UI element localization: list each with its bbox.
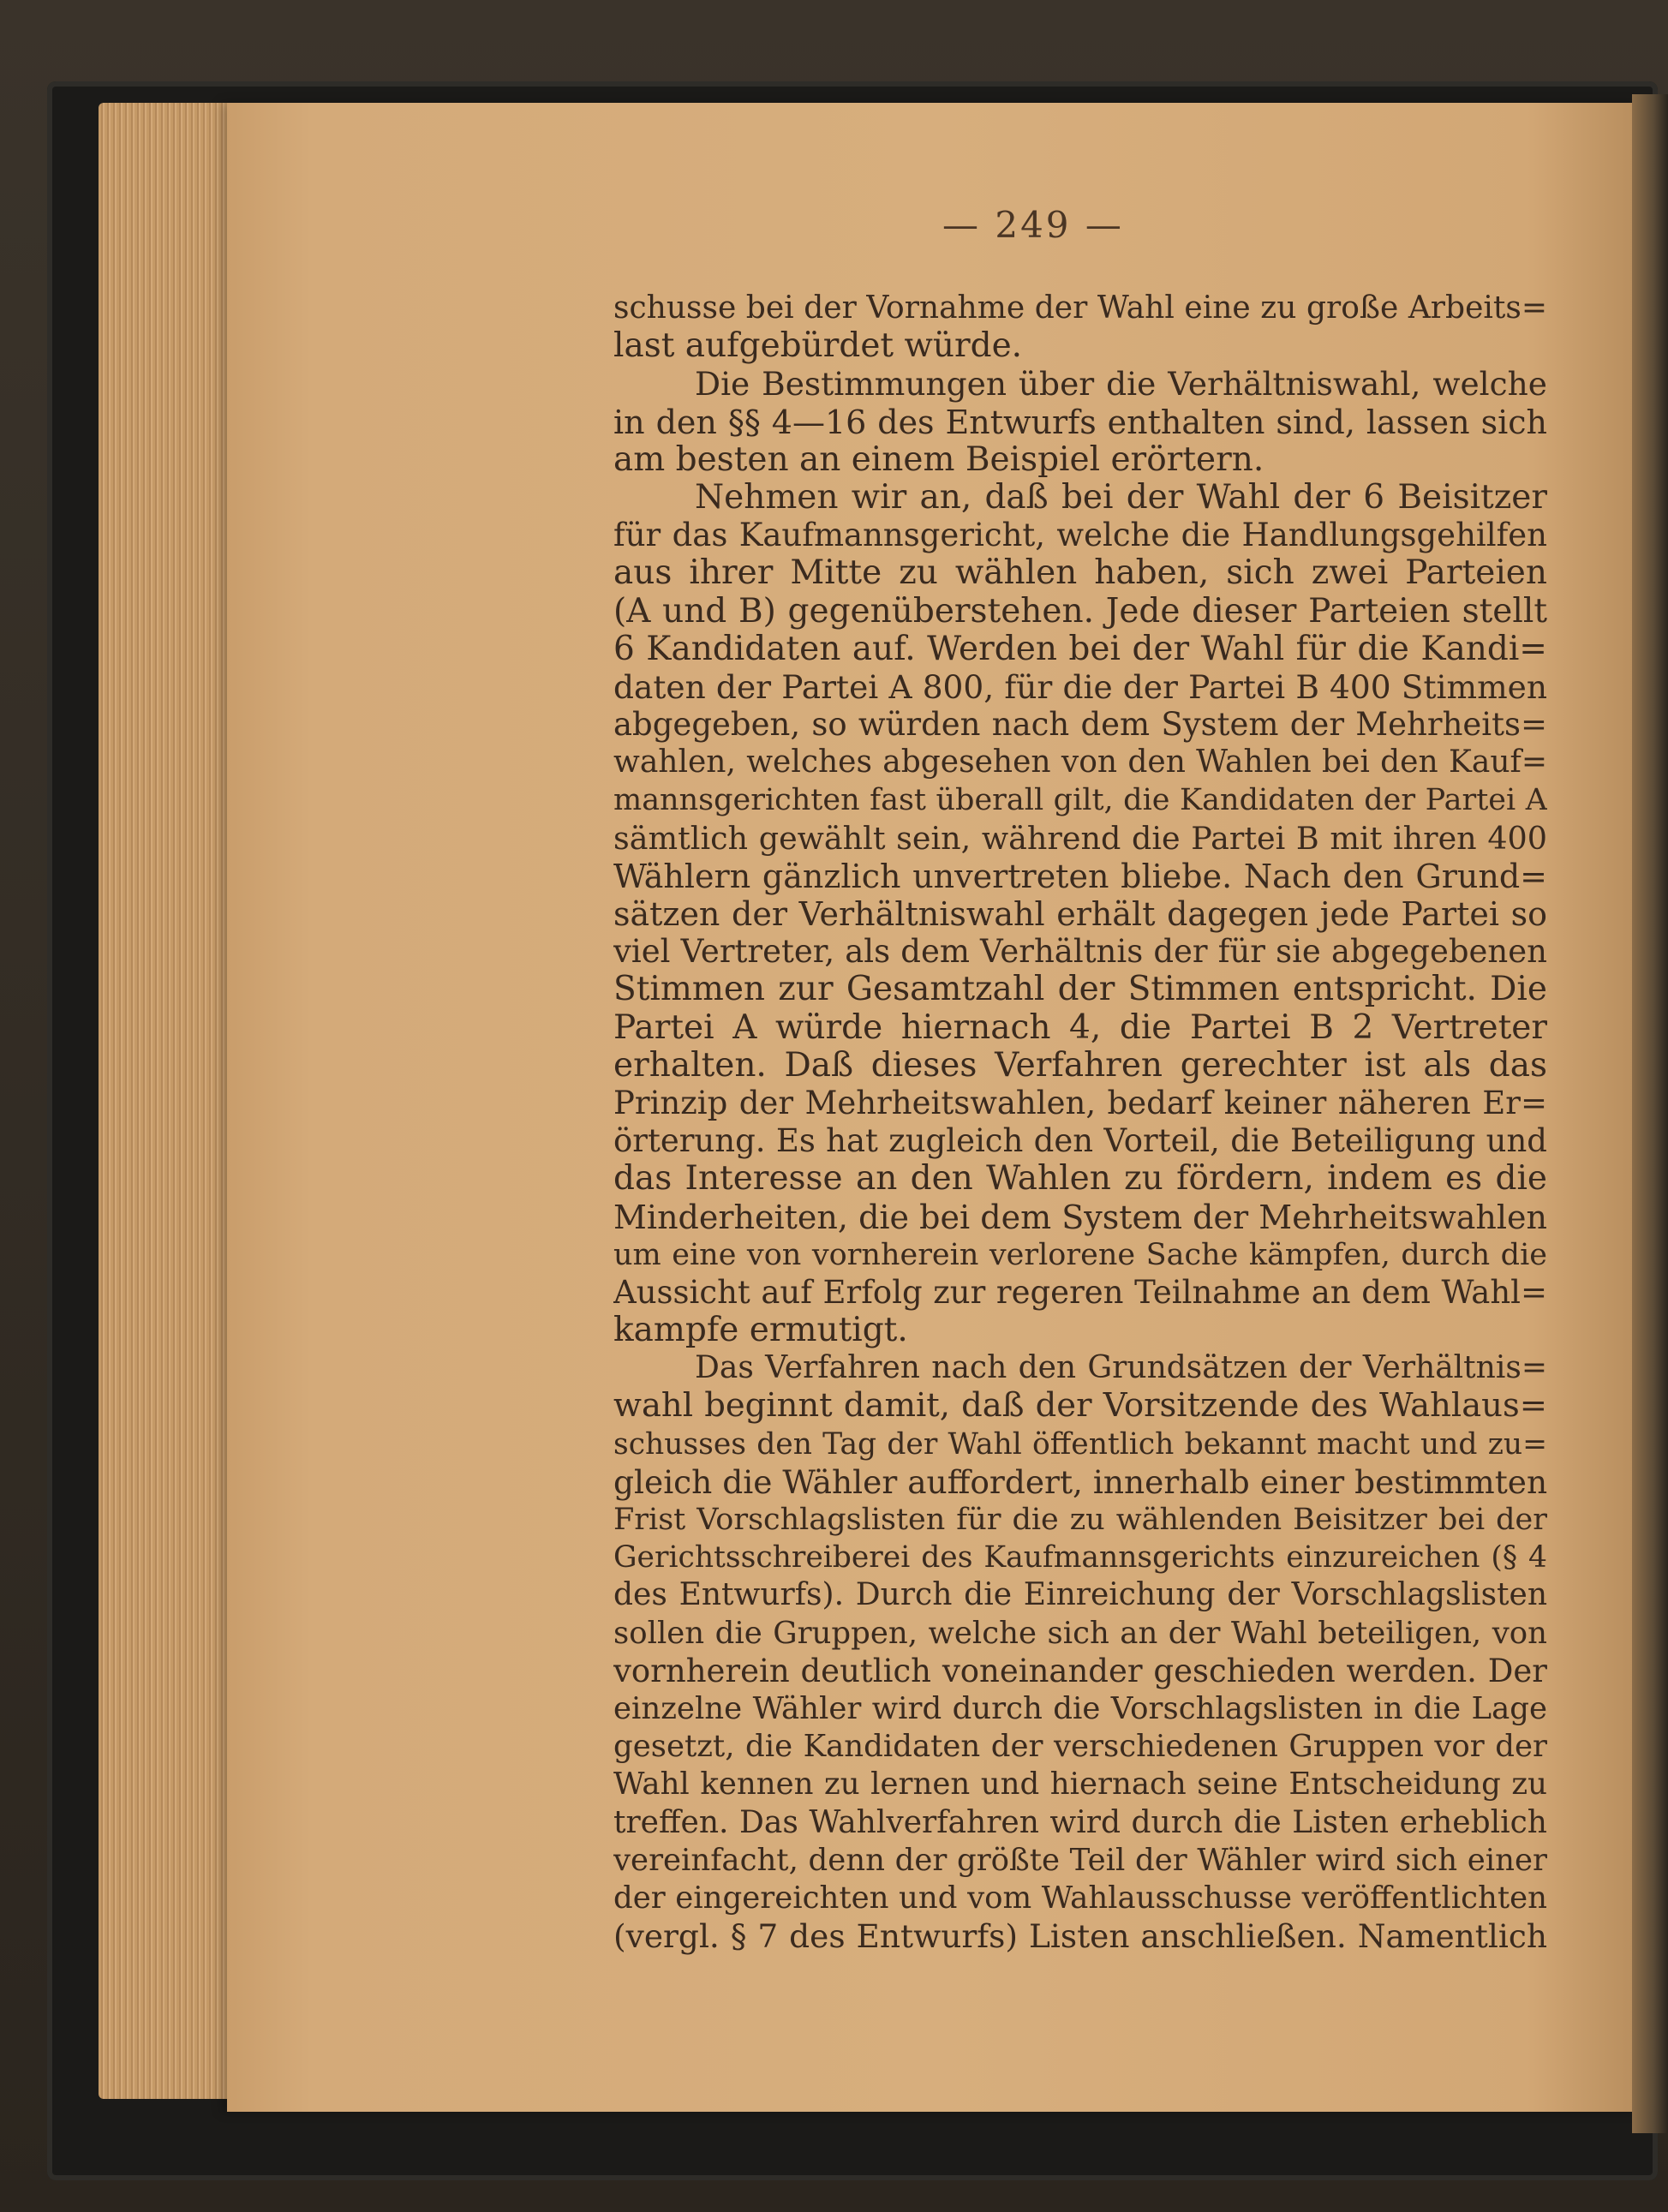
text-line: (vergl. § 7 des Entwurfs) Listen anschließen. Namentlich [613,1917,1547,1956]
text-line: Frist Vorschlagslisten für die zu wählenden Beisitzer bei der [613,1503,1547,1537]
text-line: schusse bei der Vornahme der Wahl eine zu große Arbeits= [613,290,1547,326]
text-line: sollen die Gruppen, welche sich an der Wahl beteiligen, von [613,1615,1547,1651]
text-line: erhalten. Daß dieses Verfahren gerechter ist als das [613,1046,1547,1085]
gutter-shadow [1632,94,1668,2133]
text-line: mannsgerichten fast überall gilt, die Kandidaten der Partei A [613,783,1547,818]
text-line: Gerichtsschreiberei des Kaufmannsgerichts einzureichen (§ 4 [613,1540,1547,1575]
text-line: wahl beginnt damit, daß der Vorsitzende des Wahlaus= [613,1387,1547,1426]
text-line: daten der Partei A 800, für die der Partei B 400 Stimmen [613,667,1547,706]
text-line: sämtlich gewählt sein, während die Partei B mit ihren 400 [613,819,1547,857]
text-line: treffen. Das Wahlverfahren wird durch die Listen erheblich [613,1804,1547,1840]
text-line: Nehmen wir an, daß bei der Wahl der 6 Beisitzer [695,478,1547,517]
text-line: viel Vertreter, als dem Verhältnis der für sie abgegebenen [613,933,1547,971]
text-line: Aussicht auf Erfolg zur regeren Teilnahme an dem Wahl= [613,1273,1547,1311]
text-line: aus ihrer Mitte zu wählen haben, sich zwei Parteien [613,554,1547,593]
text-line: Prinzip der Mehrheitswahlen, bedarf keiner näheren Er= [613,1084,1547,1121]
text-line: der eingereichten und vom Wahlausschusse veröffentlichten [613,1880,1547,1916]
text-line: 6 Kandidaten auf. Werden bei der Wahl für die Kandi= [613,630,1547,668]
text-line: sätzen der Verhältniswahl erhält dagegen jede Partei so [613,895,1547,933]
text-line: Minderheiten, die bei dem System der Mehrheitswahlen [613,1198,1547,1236]
text-line: Die Bestimmungen über die Verhältniswahl, welche [695,365,1547,404]
text-line: örterung. Es hat zugleich den Vorteil, die Beteiligung und [613,1122,1547,1160]
text-line: vereinfacht, denn der größte Teil der Wähler wird sich einer [613,1842,1547,1878]
text-line: gesetzt, die Kandidaten der verschiedenen Gruppen vor der [613,1729,1547,1765]
text-line: Wahl kennen zu lernen und hiernach seine Entscheidung zu [613,1767,1547,1802]
text-line: um eine von vornherein verlorene Sache kämpfen, durch die [613,1237,1547,1272]
text-line: schusses den Tag der Wahl öffentlich bekannt macht und zu= [613,1426,1547,1462]
text-line: kampfe ermutigt. [613,1312,908,1350]
text-line: wahlen, welches abgesehen von den Wahlen bei den Kauf= [613,744,1547,780]
text-line: Wählern gänzlich unvertreten bliebe. Nach den Grund= [613,857,1547,895]
text-line: abgegeben, so würden nach dem System der Mehrheits= [613,706,1547,744]
text-line: in den §§ 4—16 des Entwurfs enthalten sind, lassen sich [613,403,1547,441]
text-line: (A und B) gegenüberstehen. Jede dieser Parteien stellt [613,592,1547,631]
text-line: für das Kaufmannsgericht, welche die Handlungsgehilfen [613,517,1547,554]
text-line: Stimmen zur Gesamtzahl der Stimmen entspricht. Die [613,971,1547,1009]
text-line: gleich die Wähler auffordert, innerhalb einer bestimmten [613,1462,1547,1501]
text-line: Das Verfahren nach den Grundsätzen der Verhältnis= [695,1350,1547,1386]
text-line: das Interesse an den Wahlen zu fördern, indem es die [613,1160,1547,1199]
page-number: — 249 — [942,204,1124,246]
text-line: des Entwurfs). Durch die Einreichung der Vorschlagslisten [613,1577,1547,1613]
text-line: last aufgebürdet würde. [613,327,1023,366]
text-line: Partei A würde hiernach 4, die Partei B 2 Vertreter [613,1008,1547,1047]
text-line: am besten an einem Beispiel erörtern. [613,440,1264,479]
text-line: einzelne Wähler wird durch die Vorschlagslisten in die Lage [613,1690,1547,1726]
text-line: vornherein deutlich voneinander geschieden werden. Der [613,1652,1547,1689]
body-text [613,290,1547,1955]
